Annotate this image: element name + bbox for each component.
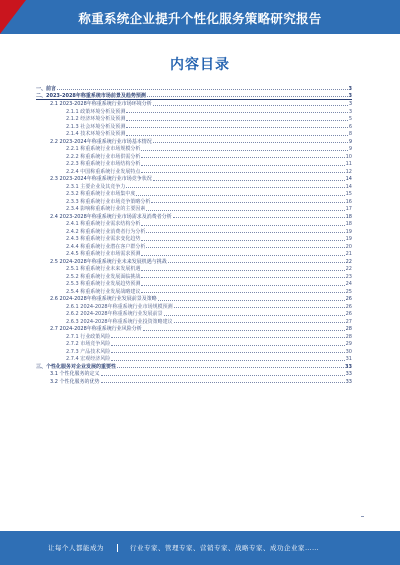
toc-leader-dots (168, 262, 345, 263)
toc-entry-page: 3 (348, 101, 352, 107)
report-title: 称重系统企业提升个性化服务策略研究报告 (78, 11, 322, 26)
toc-entry[interactable] (36, 197, 352, 205)
toc-entry-page: 22 (345, 258, 352, 265)
toc-leader-dots (153, 142, 348, 143)
toc-leader-dots (141, 277, 344, 278)
toc-entry[interactable] (36, 347, 352, 355)
toc-entry[interactable] (36, 122, 352, 130)
toc-entry-page: 24 (345, 281, 352, 287)
toc-entry-label: 2.5.4 称重系统行业发展战略建议 (66, 288, 141, 295)
toc-entry-page: 16 (345, 198, 352, 205)
toc-entry-label: 2.1 2023-2028年称重系统行业市场环境分析 (50, 101, 152, 107)
toc-entry-page: 12 (345, 168, 352, 175)
toc-entry[interactable] (36, 205, 352, 213)
footer-separator (117, 544, 118, 552)
toc-entry-page: 22 (345, 266, 352, 272)
toc-entry-page: 30 (345, 348, 352, 355)
footer-slogan (48, 543, 319, 552)
toc-entry-page: 8 (348, 131, 352, 137)
toc-entry[interactable] (36, 272, 352, 280)
toc-entry-label: 2.6.1 2024-2028年称重系统行业市场规模预测 (66, 303, 173, 310)
toc-leader-dots (143, 330, 345, 331)
toc-leader-dots (174, 322, 345, 323)
toc-entry-label: 2.4.3 称重系统行业需求变化趋势 (66, 236, 141, 242)
toc-entry-page: 28 (345, 326, 352, 332)
toc-entry-page: 9 (348, 146, 352, 152)
toc-entry-label: 2.6 2024-2028年称重系统行业发展前景及策略 (50, 296, 157, 302)
toc-leader-dots (136, 195, 344, 196)
toc-leader-dots (126, 120, 347, 121)
toc-entry[interactable] (36, 295, 352, 303)
toc-entry-page: 20 (345, 243, 352, 250)
toc-leader-dots (141, 270, 344, 271)
toc-leader-dots (141, 240, 344, 241)
toc-entry-label: 2.4.2 称重系统行业消费者行为分析 (66, 228, 146, 235)
toc-entry[interactable] (36, 175, 352, 183)
toc-leader-dots (158, 300, 345, 301)
toc-leader-dots (164, 315, 345, 316)
toc-entry[interactable] (36, 287, 352, 295)
table-of-contents (36, 84, 352, 385)
toc-entry-label: 2.2.4 中国称重系统行业发展特点 (66, 168, 141, 175)
toc-entry-page: 14 (345, 183, 352, 190)
toc-entry-label: 2.3.2 称重系统行业市场集中度 (66, 191, 136, 197)
toc-entry-page: 6 (348, 123, 352, 130)
page-header (0, 0, 400, 34)
toc-leader-dots (153, 105, 348, 106)
toc-entry-label: 2.4.1 称重系统行业需求结构分析 (66, 221, 141, 227)
toc-entry[interactable] (36, 317, 352, 325)
toc-entry[interactable] (36, 137, 352, 145)
toc-entry[interactable] (36, 242, 352, 250)
toc-entry-page: 5 (348, 116, 352, 122)
toc-entry-label: 三、个性化服务对企业发展的重要性 (36, 363, 117, 370)
toc-entry-page: 18 (345, 213, 352, 220)
toc-leader-dots (141, 255, 344, 256)
toc-leader-dots (141, 285, 344, 286)
toc-leader-dots (111, 360, 344, 361)
toc-entry-label: 3.1 个性化服务的定义 (50, 371, 100, 377)
toc-entry-page: 18 (345, 221, 352, 227)
footer-slogan-roles: 行业专家、管理专家、营销专家、战略专家、成功企业家…… (129, 544, 319, 552)
toc-entry[interactable] (36, 145, 352, 153)
toc-entry[interactable] (36, 212, 352, 220)
toc-entry-page: 9 (348, 138, 352, 145)
toc-leader-dots (111, 337, 344, 338)
toc-entry-label: 2.5 2024-2028年称重系统行业未来发展机遇与挑战 (50, 258, 167, 265)
toc-entry-page: 33 (345, 371, 352, 377)
toc-leader-dots (141, 225, 344, 226)
toc-leader-dots (126, 187, 344, 188)
toc-entry[interactable] (36, 370, 352, 378)
toc-entry-page: 19 (345, 228, 352, 235)
toc-entry-label: 2.3 2023-2024年称重系统行业市场竞争状况 (50, 176, 152, 182)
toc-entry[interactable] (36, 130, 352, 138)
toc-entry-label: 2.4 2023-2028年称重系统行业市场需求及消费者分析 (50, 213, 172, 220)
toc-entry-label: 2.1.2 经济环境分析及预测 (66, 116, 126, 122)
toc-entry[interactable] (36, 302, 352, 310)
page-marker (361, 516, 364, 517)
toc-entry[interactable] (36, 100, 352, 108)
toc-entry-label: 2.5.2 称重系统行业发展面临挑战 (66, 273, 141, 280)
toc-entry-page: 17 (345, 206, 352, 212)
toc-entry[interactable] (36, 280, 352, 288)
toc-entry[interactable] (36, 355, 352, 363)
toc-entry[interactable] (36, 257, 352, 265)
toc-entry-label: 2.4.4 称重系统行业潜在客户群分析 (66, 243, 146, 250)
toc-entry[interactable] (36, 190, 352, 198)
toc-entry[interactable] (36, 265, 352, 273)
toc-entry-page: 14 (345, 176, 352, 182)
toc-entry-page: 26 (345, 311, 352, 317)
toc-entry-page: 10 (345, 153, 352, 160)
toc-leader-dots (141, 172, 344, 173)
toc-entry[interactable] (36, 377, 352, 385)
toc-entry-page: 23 (345, 273, 352, 280)
toc-leader-dots (101, 375, 345, 376)
footer-slogan-left: 让每个人都能成为 (48, 544, 104, 552)
toc-leader-dots (153, 180, 345, 181)
toc-entry-label: 2.2.1 称重系统行业市场规模分析 (66, 146, 141, 152)
toc-entry[interactable] (36, 325, 352, 333)
toc-entry-page: 11 (345, 161, 352, 167)
toc-entry-page: 26 (345, 296, 352, 302)
toc-entry-label: 3.2 个性化服务的优势 (50, 378, 100, 385)
toc-entry-label: 2.2.3 称重系统行业市场结构分析 (66, 161, 141, 167)
toc-entry[interactable] (36, 220, 352, 228)
toc-entry-label: 2.3.4 影响称重系统行业的主要因素 (66, 206, 146, 212)
toc-leader-dots (117, 367, 344, 368)
toc-entry[interactable] (36, 235, 352, 243)
toc-leader-dots (141, 150, 347, 151)
toc-entry[interactable] (36, 167, 352, 175)
toc-leader-dots (174, 307, 345, 308)
toc-leader-dots (141, 165, 344, 166)
toc-entry-label: 2.7.4 宏观经济风险 (66, 356, 111, 362)
toc-entry[interactable] (36, 115, 352, 123)
toc-entry-label: 2.3.3 称重系统行业市场竞争策略分析 (66, 198, 151, 205)
toc-entry-page: 29 (345, 341, 352, 347)
toc-entry-page: 3 (348, 92, 352, 99)
toc-entry-page: 19 (345, 236, 352, 242)
toc-entry[interactable] (36, 107, 352, 115)
toc-entry-page: 28 (345, 333, 352, 340)
toc-leader-dots (147, 96, 348, 97)
toc-entry-page: 3 (348, 108, 352, 115)
toc-entry-label: 2.2.2 称重系统行业市场供需分析 (66, 153, 141, 160)
toc-entry-page: 15 (345, 191, 352, 197)
toc-entry-label: 2.4.5 称重系统行业市场需求预测 (66, 251, 141, 257)
page-footer (0, 531, 400, 565)
toc-entry-label: 2.7 2024-2028年称重系统行业风险分析 (50, 326, 142, 332)
toc-entry[interactable] (36, 340, 352, 348)
toc-leader-dots (141, 292, 344, 293)
toc-entry-label: 2.1.1 政策环境分析及预测 (66, 108, 126, 115)
toc-entry-label: 2.5.3 称重系统行业发展趋势预测 (66, 281, 141, 287)
toc-entry-page: 26 (345, 303, 352, 310)
toc-entry[interactable] (36, 332, 352, 340)
toc-entry[interactable] (36, 362, 352, 370)
toc-leader-dots (141, 157, 344, 158)
toc-entry-label: 2.7.3 产品技术风险 (66, 348, 111, 355)
toc-entry-label: 2.7.2 市场竞争风险 (66, 341, 111, 347)
toc-leader-dots (101, 382, 345, 383)
toc-entry-page: 25 (345, 288, 352, 295)
toc-leader-dots (126, 135, 347, 136)
toc-leader-dots (57, 89, 348, 90)
toc-entry-page: 3 (348, 85, 352, 92)
toc-leader-dots (173, 217, 345, 218)
toc-leader-dots (126, 127, 347, 128)
toc-leader-dots (146, 232, 344, 233)
toc-entry-label: 一、前言 (36, 85, 57, 92)
toc-entry-label: 2.3.1 主要企业及其竞争力 (66, 183, 126, 190)
toc-leader-dots (146, 247, 344, 248)
toc-entry[interactable] (36, 182, 352, 190)
toc-entry-page: 33 (345, 378, 352, 385)
toc-entry-label: 2.6.2 2024-2028年称重系统行业发展前景 (66, 311, 163, 317)
toc-heading: 内容目录 (170, 57, 230, 73)
toc-entry[interactable] (36, 310, 352, 318)
toc-entry-label: 2.6.3 2024-2028年称重系统行业投资策略建议 (66, 318, 173, 325)
toc-entry-page: 27 (345, 318, 352, 325)
toc-entry-label: 2.2 2023-2024年称重系统行业市场基本情况 (50, 138, 152, 145)
toc-entry[interactable] (36, 84, 352, 92)
toc-entry-label: 二、2023-2028年称重系统市场前景及趋势预测 (36, 92, 146, 99)
toc-leader-dots (146, 210, 344, 211)
toc-entry-page: 21 (345, 251, 352, 257)
toc-entry-page: 31 (345, 356, 352, 362)
toc-entry-label: 2.1.3 社会环境分析及预测 (66, 123, 126, 130)
toc-entry[interactable] (36, 160, 352, 168)
toc-entry[interactable] (36, 92, 352, 100)
toc-entry[interactable] (36, 227, 352, 235)
toc-leader-dots (111, 345, 344, 346)
toc-entry[interactable] (36, 152, 352, 160)
toc-leader-dots (111, 352, 344, 353)
toc-leader-dots (151, 202, 344, 203)
toc-entry-label: 2.7.1 行业政策风险 (66, 333, 111, 340)
toc-leader-dots (126, 112, 347, 113)
toc-entry-page: 33 (345, 363, 352, 370)
toc-entry[interactable] (36, 250, 352, 258)
toc-entry-label: 2.5.1 称重系统行业未来发展机遇 (66, 266, 141, 272)
toc-entry-label: 2.1.4 技术环境分析及预测 (66, 131, 126, 137)
